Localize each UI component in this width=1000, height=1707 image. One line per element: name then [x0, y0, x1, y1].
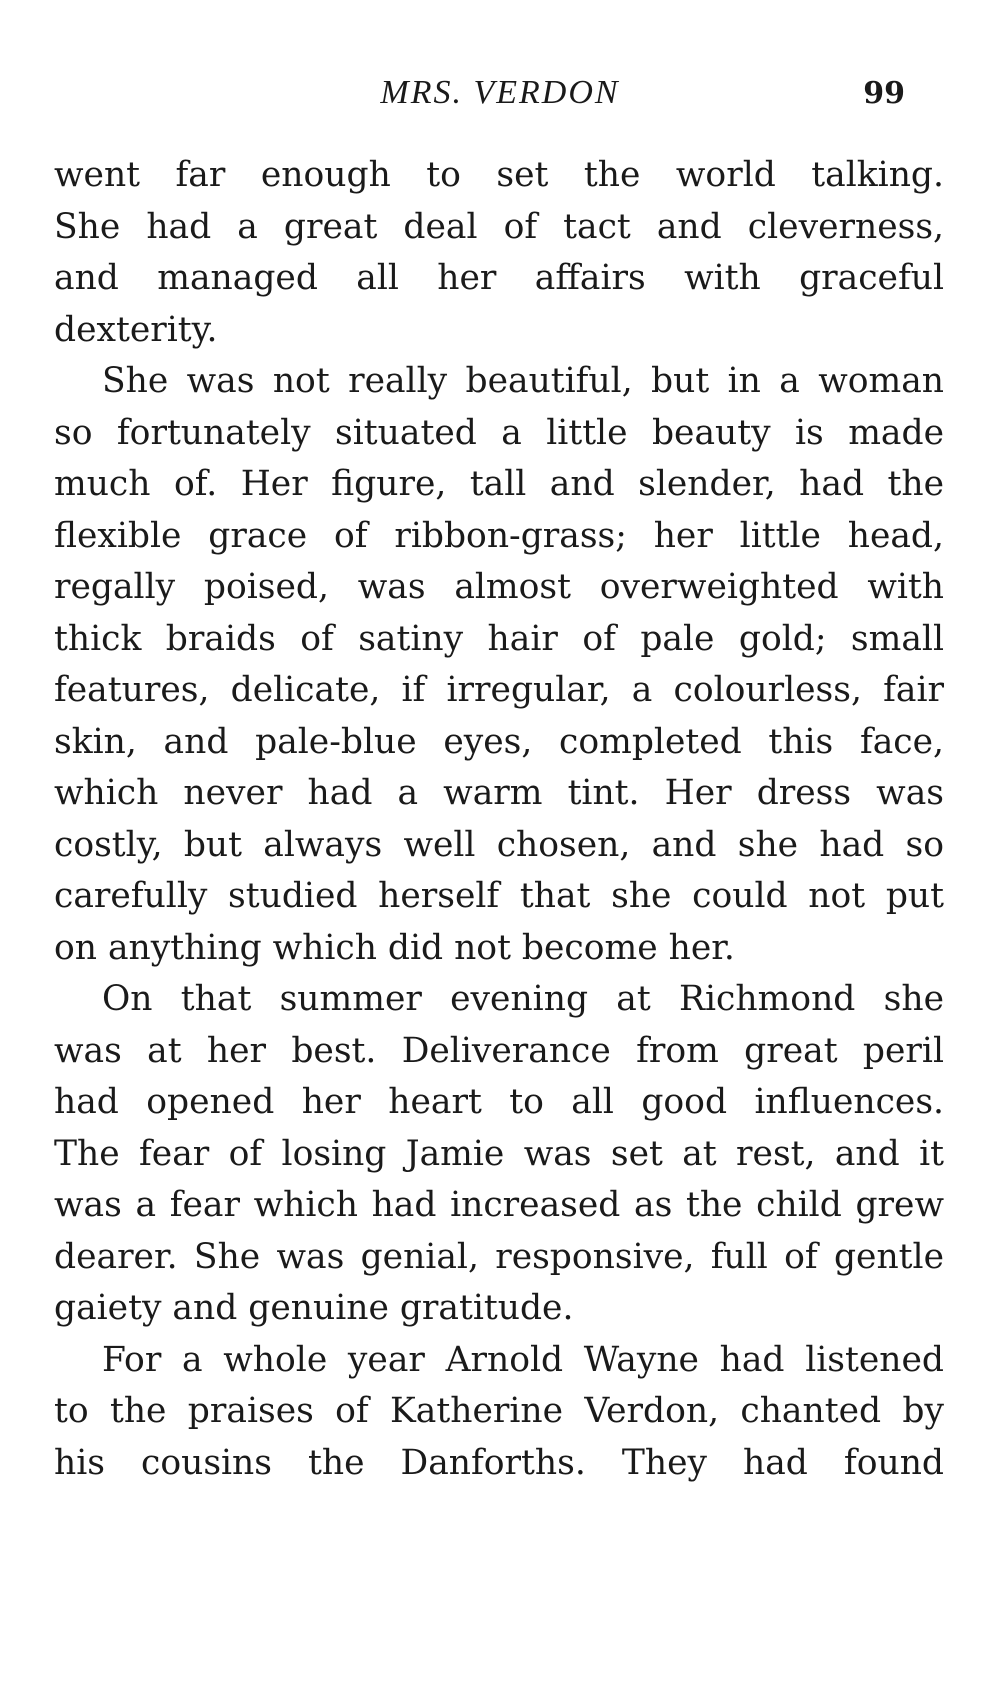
text-line: carefully studied herself that she could not put [54, 876, 944, 916]
text-line: features, delicate, if irregular, a colourless, fair [54, 670, 944, 710]
text-line: which never had a warm tint. Her dress was [54, 773, 944, 813]
text-line: flexible grace of ribbon-grass; her little head, [54, 515, 944, 556]
text-line: She had a great deal of tact and cleverness, [54, 206, 944, 247]
text-line: The fear of losing Jamie was set at rest, and it [54, 1133, 944, 1174]
text-line: dearer. She was genial, responsive, full of gentle [54, 1236, 944, 1277]
text-line: had opened her heart to all good influences. [54, 1082, 944, 1122]
paragraph-4 [54, 1335, 944, 1490]
text-line: regally poised, was almost overweighted with [54, 567, 944, 607]
body-text [54, 150, 944, 1489]
text-line: thick braids of satiny hair of pale gold; small [54, 618, 944, 659]
text-line: on anything which did not become her. [54, 927, 735, 968]
text-line: was a fear which had increased as the child grew [54, 1185, 944, 1225]
text-line: and managed all her affairs with graceful [54, 258, 944, 298]
text-line: She was not really beautiful, but in a woman [102, 361, 944, 401]
text-line: much of. Her figure, tall and slender, had the [54, 464, 944, 504]
paragraph-2 [54, 356, 944, 974]
text-line: went far enough to set the world talking. [54, 155, 944, 195]
text-line: so fortunately situated a little beauty is made [54, 412, 944, 453]
text-line: skin, and pale-blue eyes, completed this face, [54, 721, 944, 762]
running-title: MRS. VERDON [380, 74, 620, 111]
text-line: his cousins the Danforths. They had found [54, 1442, 944, 1483]
text-line: was at her best. Deliverance from great peril [54, 1030, 944, 1071]
running-head [50, 70, 950, 120]
text-line: gaiety and genuine gratitude. [54, 1288, 574, 1328]
text-line: to the praises of Katherine Verdon, chanted by [54, 1391, 944, 1431]
text-line: dexterity. [54, 309, 218, 350]
paragraph-1 [54, 150, 944, 356]
page-number: 99 [863, 76, 905, 111]
paragraph-3 [54, 974, 944, 1335]
text-line: For a whole year Arnold Wayne had listened [102, 1339, 944, 1380]
text-line: costly, but always well chosen, and she had so [54, 824, 944, 865]
text-line: On that summer evening at Richmond she [102, 979, 944, 1019]
